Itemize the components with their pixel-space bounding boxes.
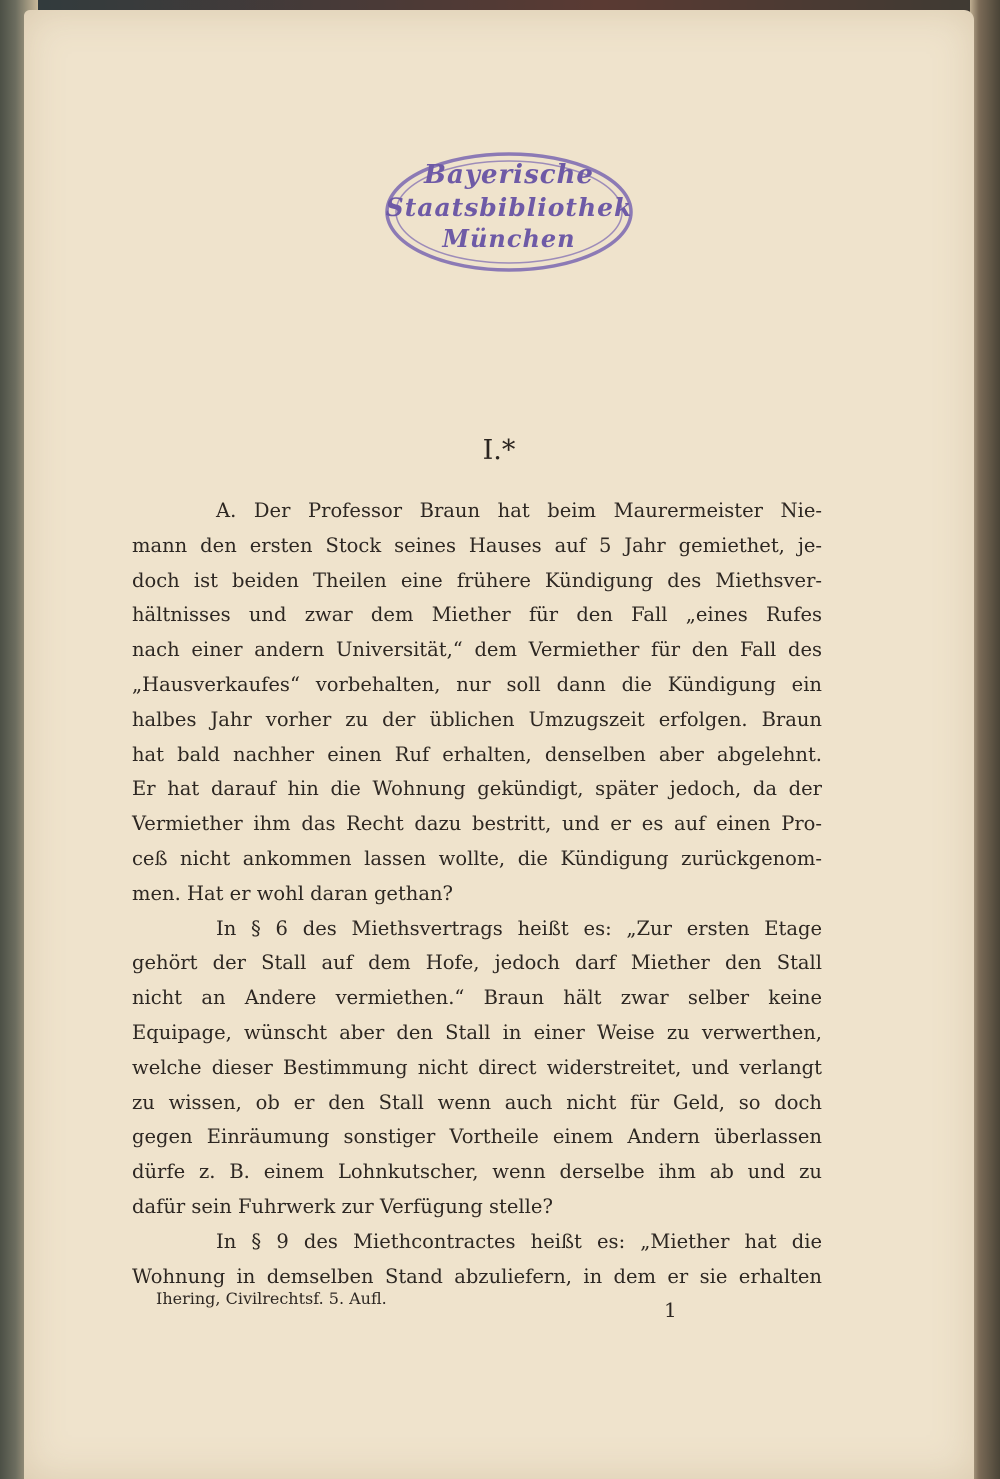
printer-signature: Ihering, Civilrechtsf. 5. Aufl. [156, 1289, 387, 1308]
text-line: dafür sein Fuhrwerk zur Verfügung stelle? [132, 1194, 553, 1218]
body-text [132, 494, 822, 1294]
text-line: ceß nicht ankommen lassen wollte, die Kündigung zurückgenom- [132, 846, 822, 870]
text-line: mann den ersten Stock seines Hauses auf 5 Jahr gemiethet, je- [132, 533, 822, 557]
text-line: In § 9 des Miethcontractes heißt es: „Miether hat die [216, 1229, 822, 1253]
book-page [24, 10, 974, 1479]
book-right-edge [970, 0, 1000, 1479]
section-heading: I.* [482, 435, 516, 466]
page-number: 1 [664, 1298, 677, 1322]
stamp-line-2: Staatsbibliothek [385, 193, 633, 222]
text-line: Er hat darauf hin die Wohnung gekündigt, später jedoch, da der [132, 777, 822, 801]
stamp-line-3: München [442, 224, 576, 253]
text-line: welche dieser Bestimmung nicht direct widerstreitet, und verlangt [132, 1055, 822, 1079]
text-line: „Hausverkaufes“ vorbehalten, nur soll dann die Kündigung ein [132, 672, 822, 696]
text-line: nach einer andern Universität,“ dem Vermiether für den Fall des [132, 638, 822, 662]
text-line: gegen Einräumung sonstiger Vortheile einem Andern überlassen [132, 1125, 822, 1149]
text-line: Equipage, wünscht aber den Stall in einer Weise zu verwerthen, [132, 1020, 822, 1044]
text-line: dürfe z. B. einem Lohnkutscher, wenn derselbe ihm ab und zu [132, 1160, 822, 1184]
text-line: A. Der Professor Braun hat beim Maurermeister Nie- [216, 499, 822, 522]
text-line: zu wissen, ob er den Stall wenn auch nicht für Geld, so doch [132, 1090, 822, 1114]
text-line: Wohnung in demselben Stand abzuliefern, in dem er sie erhalten [132, 1264, 822, 1288]
text-line: doch ist beiden Theilen eine frühere Kündigung des Miethsver- [132, 568, 822, 592]
stamp-line-1: Bayerische [424, 160, 594, 190]
text-line: halbes Jahr vorher zu der üblichen Umzugszeit erfolgen. Braun [132, 707, 822, 731]
text-line: hat bald nachher einen Ruf erhalten, denselben aber abgelehnt. [132, 742, 822, 766]
text-line: men. Hat er wohl daran gethan? [132, 881, 454, 905]
text-line: nicht an Andere vermiethen.“ Braun hält zwar selber keine [132, 986, 822, 1010]
text-line: In § 6 des Miethsvertrags heißt es: „Zur ersten Etage [216, 916, 822, 940]
text-line: gehört der Stall auf dem Hofe, jedoch darf Miether den Stall [132, 951, 822, 975]
text-line: hältnisses und zwar dem Miether für den Fall „eines Rufes [132, 603, 822, 627]
text-line: Vermiether ihm das Recht dazu bestritt, und er es auf einen Pro- [132, 812, 822, 836]
